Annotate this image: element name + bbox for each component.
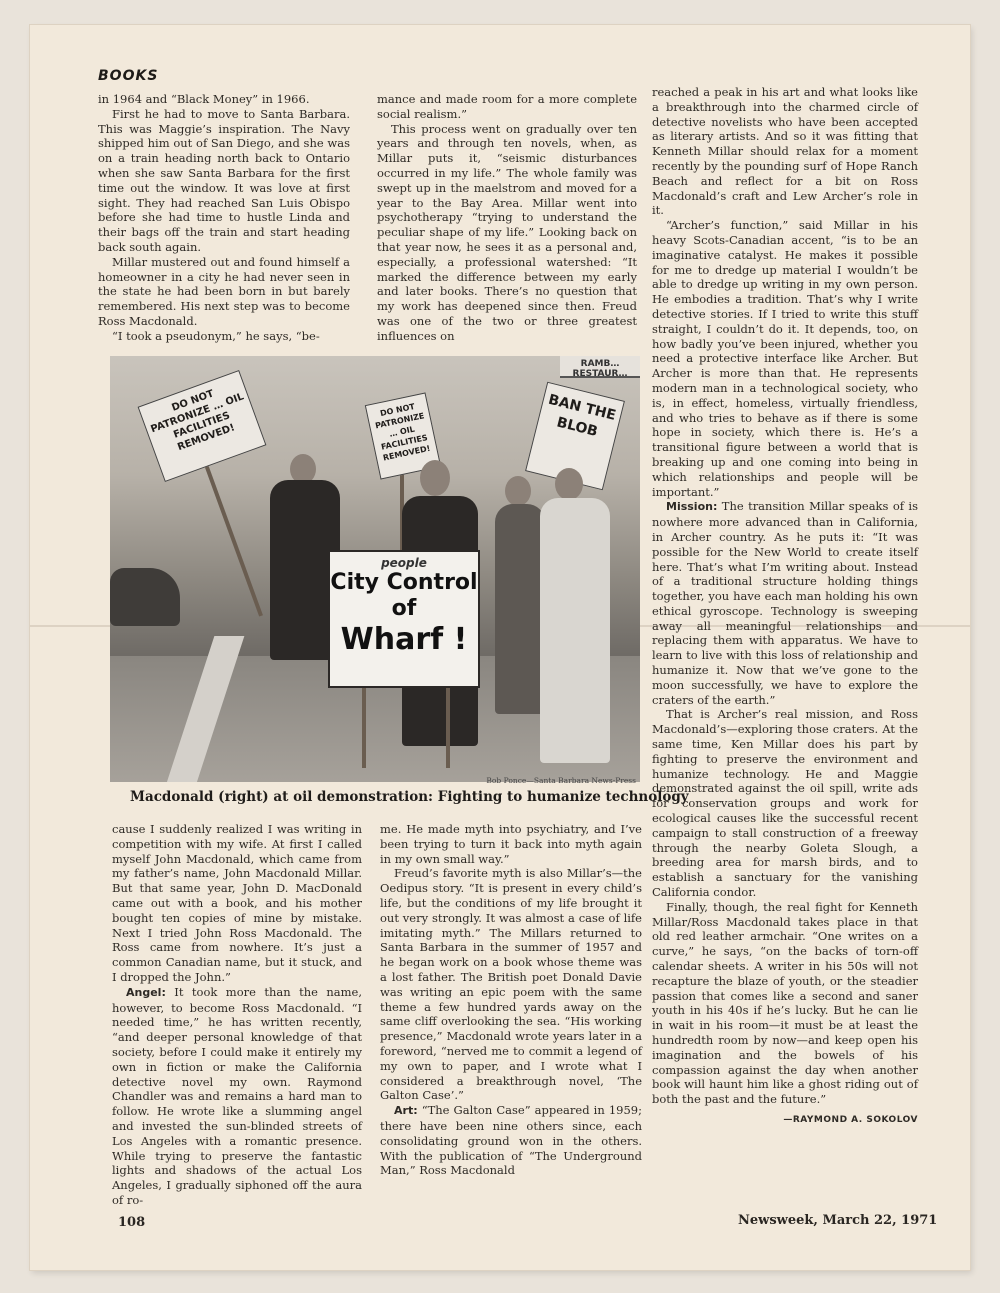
paragraph <box>380 1103 642 1178</box>
sign-pole <box>446 688 450 768</box>
placard-ban-the-blob: BAN THE BLOB <box>525 382 625 491</box>
paragraph: me. He made myth into psychiatry, and I’ve been trying to turn it back into myth again in my own small way.” <box>380 822 642 866</box>
run-in-head-mission: Mission: <box>666 500 718 514</box>
section-heading: BOOKS <box>98 68 159 84</box>
placard-do-not-patronize: DO NOT PATRONIZE … OIL FACILITIES REMOVED! <box>138 370 267 482</box>
sign-line-3: Wharf ! <box>340 622 468 657</box>
paragraph: That is Archer’s real mission, and Ross Macdonald’s—exploring those craters. At the same time, Ken Millar does his part by fighting to preserve the environment and humanize technology. He and Maggie demonstrated against the oil spill, write ads for conservation groups and work for ecological causes like the successful recent campaign to stall construction of a freeway through the nearby Goleta Slough, a breeding area for marsh birds, and to establish a sanctuary for the vanishing California condor. <box>652 707 918 900</box>
paragraph-text: “The Galton Case” appeared in 1959; there have been nine others since, each consolidating ground won in the others. With the publication of “The Underground Man,” Ross Macdonald <box>380 1103 642 1178</box>
demonstration-photo <box>110 356 640 782</box>
column-1-top <box>98 92 350 344</box>
run-in-head-art: Art: <box>394 1104 418 1118</box>
paragraph <box>112 985 362 1208</box>
column-3 <box>652 85 918 1128</box>
column-2-bottom <box>380 822 642 1178</box>
paragraph: “Archer’s function,” said Millar in his heavy Scots-Canadian accent, “is to be an imaginative catalyst. He makes it possible for me to dredge up material I wouldn’t be able to dredge up writing in my own person. He embodies a tradition. That’s why I write detective stories. If I tried to write this stuff straight, I couldn’t do it. It depends, too, on how badly you’ve been injured, whether you need a protective interface like Archer. But Archer is more than that. He represents modern man in a technological society, who is, in effect, homeless, virtually friendless, and who tries to behave as if there is some hope in society, which there is. He’s a transitional figure between a world that is breaking up and one coming into being in which relationships and people will be important.” <box>652 218 918 499</box>
run-in-head-angel: Angel: <box>126 985 166 999</box>
person-head-macdonald <box>555 468 583 500</box>
photo-car <box>110 568 180 626</box>
paragraph-text: The transition Millar speaks of is nowhere more advanced than in California, in Archer country. As he puts it: “It was possible for the New World to create itself here. That’s what I’m writing about. Instead of a traditional structure holding things together, you have each man holding his own ethical gyroscope. Technology is sweeping away all meaningful relationships and replacing them with apparatus. We have to learn to live with this loss of relationship and humanize it. Now that we’ve gone to the moon successfully, we have to explore the craters of the earth.” <box>652 499 918 707</box>
sign-line-1: City Control <box>330 570 478 595</box>
author-byline: —RAYMOND A. SOKOLOV <box>783 1114 918 1125</box>
main-protest-sign <box>328 550 480 688</box>
column-1-bottom <box>112 822 362 1208</box>
macdonald-figure <box>540 498 610 763</box>
paragraph: Millar mustered out and found himself a homeowner in a city he had never seen in the state he had been born in but barely remembered. His next step was to become Ross Macdonald. <box>98 254 350 328</box>
person-head <box>420 460 450 496</box>
paragraph: in 1964 and “Black Money” in 1966. <box>98 92 310 106</box>
page-number: 108 <box>118 1215 146 1230</box>
sign-line-2: of <box>391 596 417 621</box>
sign-word-people: people <box>381 556 427 570</box>
paragraph: Finally, though, the real fight for Kenneth Millar/Ross Macdonald takes place in that old red leather armchair. “One writes on a curve,” he says, “on the backs of torn-off calendar sheets. A writer in his 50s will not recapture the blaze of youth, or the steadier passion that comes like a second and saner youth in his 40s if he’s lucky. But he can lie in wait in his room—it must be at least the hundredth room by now—and keep open his imagination and the bowels of his compassion against the day when another book will haunt him like a ghost riding out of both the past and the future.” <box>652 899 918 1107</box>
restaurant-sign: RAMB… RESTAUR… <box>560 356 640 378</box>
placard-do-not-patronize-2: DO NOT PATRONIZE … OIL FACILITIES REMOVED! <box>365 392 441 479</box>
paragraph: cause I suddenly realized I was writing in competition with my wife. At first I called myself John Macdonald, which came from my father’s name, John Macdonald Millar. But that same year, John D. MacDonald came out with a book, and his mother bought ten copies of mine by mistake. Next I tried John Ross Macdonald. The Ross came from nowhere. It’s just a common Canadian name, but it stuck, and I dropped the John.” <box>112 822 362 984</box>
column-2-top <box>377 92 637 344</box>
protester-woman <box>495 504 545 714</box>
person-head <box>505 476 531 506</box>
paragraph: First he had to move to Santa Barbara. This was Maggie’s inspiration. The Navy shipped him out of San Diego, and she was on a train heading north back to Ontario when she saw Santa Barbara for the first time out the window. It was love at first sight. They had reached San Luis Obispo before she had time to hustle Linda and their bags off the train and start heading back south again. <box>98 106 350 254</box>
paragraph: reached a peak in his art and what looks like a breakthrough into the charmed circle of detective novelists who have been accepted as literary artists. And so it was fitting that Kenneth Millar should relax for a moment recently by the pounding surf of Hope Ranch Beach and reflect for a bit on Ross Macdonald’s craft and Lew Archer’s role in it. <box>652 85 918 218</box>
sign-pole <box>362 688 366 768</box>
paragraph: “I took a pseudonym,” he says, “be- <box>112 328 320 343</box>
paragraph: mance and made room for a more complete social realism.” <box>377 92 637 121</box>
paragraph-text: It took more than the name, however, to become Ross Macdonald. “I needed time,” he has written recently, “and deeper personal knowledge of that society, before I could make it entirely my own in fiction or make the California detective novel my own. Raymond Chandler was and remains a hard man to follow. He wrote like a slumming angel and invested the sun-blinded streets of Los Angeles with a romantic presence. While trying to preserve the fantastic lights and shadows of the actual Los Angeles, I gradually siphoned off the aura of ro- <box>112 984 362 1207</box>
photo-credit: Bob Ponce—Santa Barbara News-Press <box>486 776 636 785</box>
paragraph: Freud’s favorite myth is also Millar’s—the Oedipus story. “It is present in every child’s life, but the conditions of my life brought it out very strongly. It was almost a case of life imitating myth.” The Millars returned to Santa Barbara in the summer of 1957 and he began work on a book whose theme was a lost father. The British poet Donald Davie was writing an epic poem with the same theme a few hundred yards away on the same cliff overlooking the sea. “His working presence,” Macdonald wrote years later in a foreword, “nerved me to commit a legend of my own to paper, and I wrote what I considered a breakthrough novel, ‘The Galton Case’.” <box>380 866 642 1103</box>
photo-caption: Macdonald (right) at oil demonstration: Fighting to humanize technology <box>130 789 689 805</box>
paragraph <box>652 499 918 707</box>
placard-pole <box>201 455 263 616</box>
issue-footer: Newsweek, March 22, 1971 <box>738 1213 938 1228</box>
paragraph: This process went on gradually over ten years and through ten novels, when, as Millar puts it, “seismic disturbances occurred in my life.” The whole family was swept up in the maelstrom and moved for a year to the Bay Area. Millar went into psychotherapy “trying to understand the peculiar shape of my life.” Looking back on that year now, he sees it as a personal and, especially, a professional watershed: “It marked the difference between my early and later books. There’s no question that my work has deepened since then. Freud was one of the two or three greatest influences on <box>377 121 637 343</box>
